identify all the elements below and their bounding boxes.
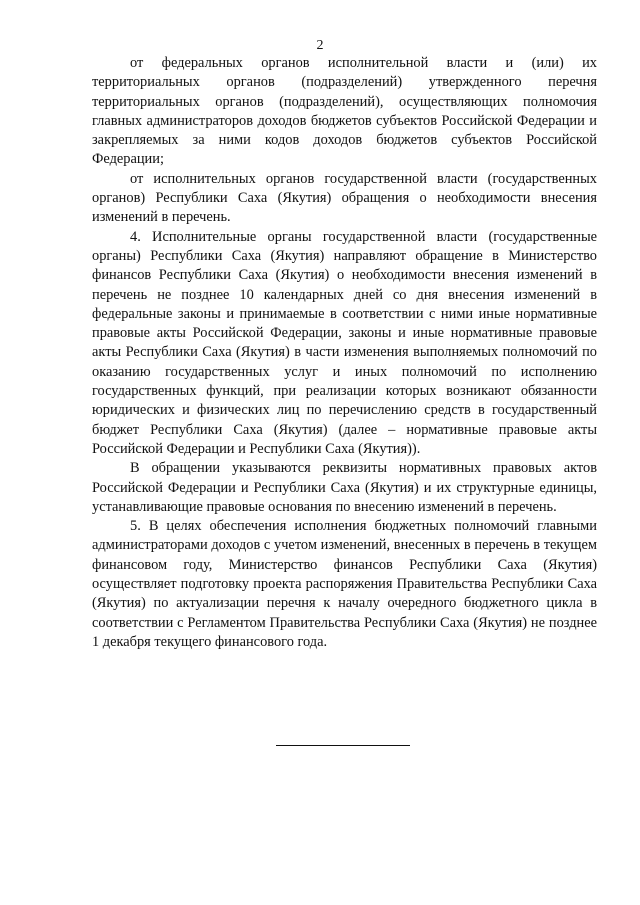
document-body: [92, 54, 597, 652]
paragraph-federal-bodies: от федеральных органов исполнительной власти и (или) их территориальных органов (подразделений) утвержденного перечня территориальных органов (подразделений), осуществляющих полномочия главных администраторов доходов бюджетов субъектов Российской Федерации и закрепляемых за ними кодов доходов бюджетов субъектов Российской Федерации;: [92, 55, 597, 168]
paragraph-request-details: В обращении указываются реквизиты нормативных правовых актов Российской Федерации и Республики Саха (Якутия) и их структурные единицы, устанавливающие правовые основания по внесению изменений в перечень.: [92, 460, 597, 515]
page-number: 2: [316, 38, 324, 53]
end-separator-line: [276, 745, 410, 746]
paragraph-republic-bodies: от исполнительных органов государственной власти (государственных органов) Республики Саха (Якутия) обращения о необходимости внесения изменений в перечень.: [92, 170, 597, 226]
paragraph-item-4: 4. Исполнительные органы государственной власти (государственные органы) Республики Саха (Якутия) направляют обращение в Министерство финансов Республики Саха (Якутия) о необходимости внесения изменений в перечень не позднее 10 календарных дней со дня внесения изменений в федеральные законы и принимаемые в соответствии с ними иные нормативные правовые акты Российской Федерации, законы и иные нормативные правовые акты Республики Саха (Якутия) в части изменения выполняемых полномочий по оказанию государственных услуг и иных полномочий по исполнению государственных функций, при реализации которых возникают обязанности юридических и физических лиц по перечислению средств в государственный бюджет Республики Саха (Якутия) (далее – нормативные правовые акты Российской Федерации и Республики Саха (Якутия)).: [92, 228, 597, 457]
paragraph-item-5: 5. В целях обеспечения исполнения бюджетных полномочий главными администраторами доходов с учетом изменений, внесенных в перечень в текущем финансовом году, Министерство финансов Республики Саха (Якутия) осуществляет подготовку проекта распоряжения Правительства Республики Саха (Якутия) по актуализации перечня к началу очередного бюджетного цикла в соответствии с Регламентом Правительства Республики Саха (Якутия) не позднее 1 декабря текущего финансового года.: [92, 518, 597, 650]
